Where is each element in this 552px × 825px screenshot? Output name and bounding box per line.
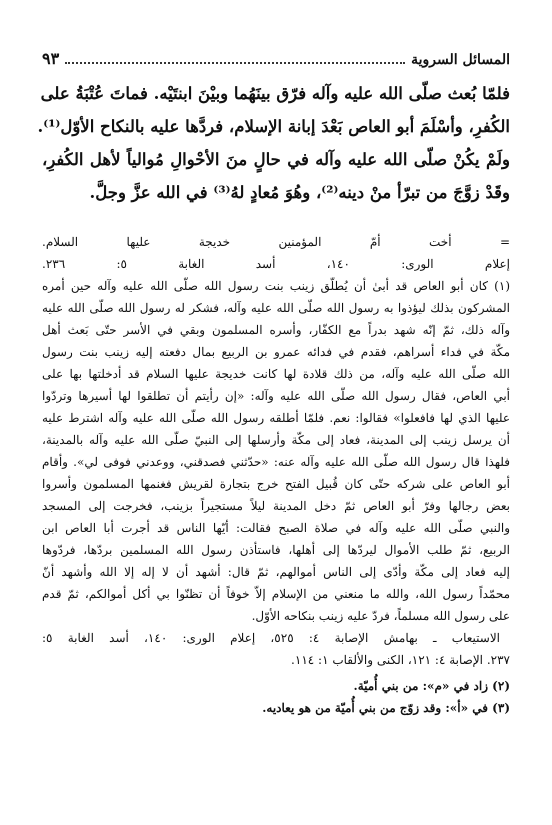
- header-dotted-leader: [65, 61, 405, 64]
- main-text-line: ولَمْ يكُنْ صلّى الله عليه وآله في حالٍ منَ الأحْوالِ مُوالياً لأهل الكُفرِ،: [42, 150, 510, 169]
- footnote-line: (١) كان أبو العاص قد أبىٰ أن يُطلّق زينب بنت رسول الله صلّى الله عليه وآله حين أمره: [42, 279, 510, 293]
- footnote-line: أن يرسل زينب إلى المدينة، فعاد إلى مكّة وأرسلها إلى النبيّ صلّى الله عليه وآله بالمدينة،: [42, 433, 510, 447]
- running-header-title: المسائل السروية: [411, 52, 510, 68]
- footnote-line: الاستيعاب ـ بهامش الإصابة ٤: ٥٢٥، إعلام الورى: ١٤٠، أسد الغابة ٥:: [42, 631, 501, 645]
- footnote-line: إعلام الورى: ١٤٠، أسد الغابة ٥: ٢٣٦.: [42, 257, 510, 271]
- page-number: ٩٣: [42, 49, 60, 68]
- footnote-line: ٢٣٧. الإصابة ٤: ١٢١، الكنى والألقاب ١: ١١٤.: [291, 653, 510, 667]
- footnote-line: = أخت أمّ المؤمنين خديجة عليها السلام.: [42, 235, 510, 249]
- footnote-line: (٣) في «أ»: وقد زوّج من بني أُميّة من هو يعاديه.: [262, 701, 510, 715]
- main-text-line: الكُفرِ، وأسْلَمَ أبو العاص بَعْدَ إبانة الإسلام، فردَّها عليه بالنكاح الأوّل⁽¹⁾.: [37, 117, 510, 136]
- book-page: [37, 48, 510, 719]
- footnote-line: المشركون بذلك ليؤذوا به رسول الله صلّى الله عليه وآله، فشكر له رسول الله صلّى الله عليه: [42, 301, 510, 315]
- footnote-line: أبو العاص على شركه حتّى كان قُبيل الفتح خرج بتجارة لقريش فغنمها المسلمون وأسروا: [42, 477, 510, 491]
- footnote-line: الله صلّى الله عليه وآله، من ذلك قلادة لها كانت خديجة عليها السلام قد أدخلتها بها على: [42, 367, 510, 381]
- footnotes-section: [42, 231, 510, 719]
- footnote-line: أبي العاص، فقال رسول الله صلّى الله عليه وآله: «إن رأيتم أن تطلقوا لها أسيرها وتردّوا: [42, 389, 510, 403]
- footnote-line: والنبي صلّى الله عليه وآله في صلاة الصبح فقالت: أيّها الناس قد أجرت أبا العاص ابن: [42, 521, 510, 535]
- running-header: [42, 48, 510, 71]
- footnote-line: بعض رجالها وفرّ أبو العاص ثمّ دخل المدينة ليلاً مستجيراً بزينب، فخرجت إلى المسجد: [42, 499, 510, 513]
- footnote-line: محمّداً رسول الله، والله ما منعني من الإسلام إلاّ خوفاً أن تظنّوا بي أكل أموالكم، ثمّ قدم: [42, 587, 510, 601]
- main-text-body: [37, 77, 510, 209]
- footnote-line: فلهذا قال رسول الله صلّى الله عليه وآله عنه: «حدّثني فصدقني، ووعدني فوفى لي». وأقام: [42, 455, 510, 469]
- footnote-line: على رسول الله مسلماً، فردّ عليه زينب بنكاحه الأوّل.: [251, 609, 510, 623]
- footnote-line: (٢) زاد في «م»: من بني أُميّة.: [353, 679, 510, 693]
- footnote-line: مكّة في فداء أسراهم، فقدم في فدائه عمرو بن الربيع بمال دفعته إليه زينب بنت رسول: [42, 345, 510, 359]
- footnote-line: عليها الذي لها فافعلوا» فقالوا: نعم. فلمّا أطلقه رسول الله صلّى الله عليه وآله اشترط عليه: [42, 411, 510, 425]
- footnote-line: وآله ذلك، ثمّ إنّه شهد بدراً مع الكفّار، وأسره المسلمون وبقي في الأسر حتّى بَعث أهل: [42, 323, 510, 337]
- main-text-line: فلمّا بُعث صلّى الله عليه وآله فرّق بينَهُما وبيْنَ ابنتَيْه. فماتَ عُتْبَةُ على: [40, 84, 510, 103]
- footnote-line: الربيع، ثمّ طلب الأموال ليردّها إلى أهلها، فاستأذن رسول الله المسلمين بردّها، فردّوها: [42, 543, 510, 557]
- footnote-line: إليه فعاد إلى مكّة وأدّى إلى الناس أموالهم، ثمّ قال: أشهد أن لا إله إلا الله وأشهد أنّ: [42, 565, 510, 579]
- main-text-line: وقَدْ زوَّجَ من تبرّأ منْ دينه⁽²⁾، وهُوَ مُعادٍ لهُ⁽³⁾ في الله عزَّ وجلَّ.: [89, 183, 510, 202]
